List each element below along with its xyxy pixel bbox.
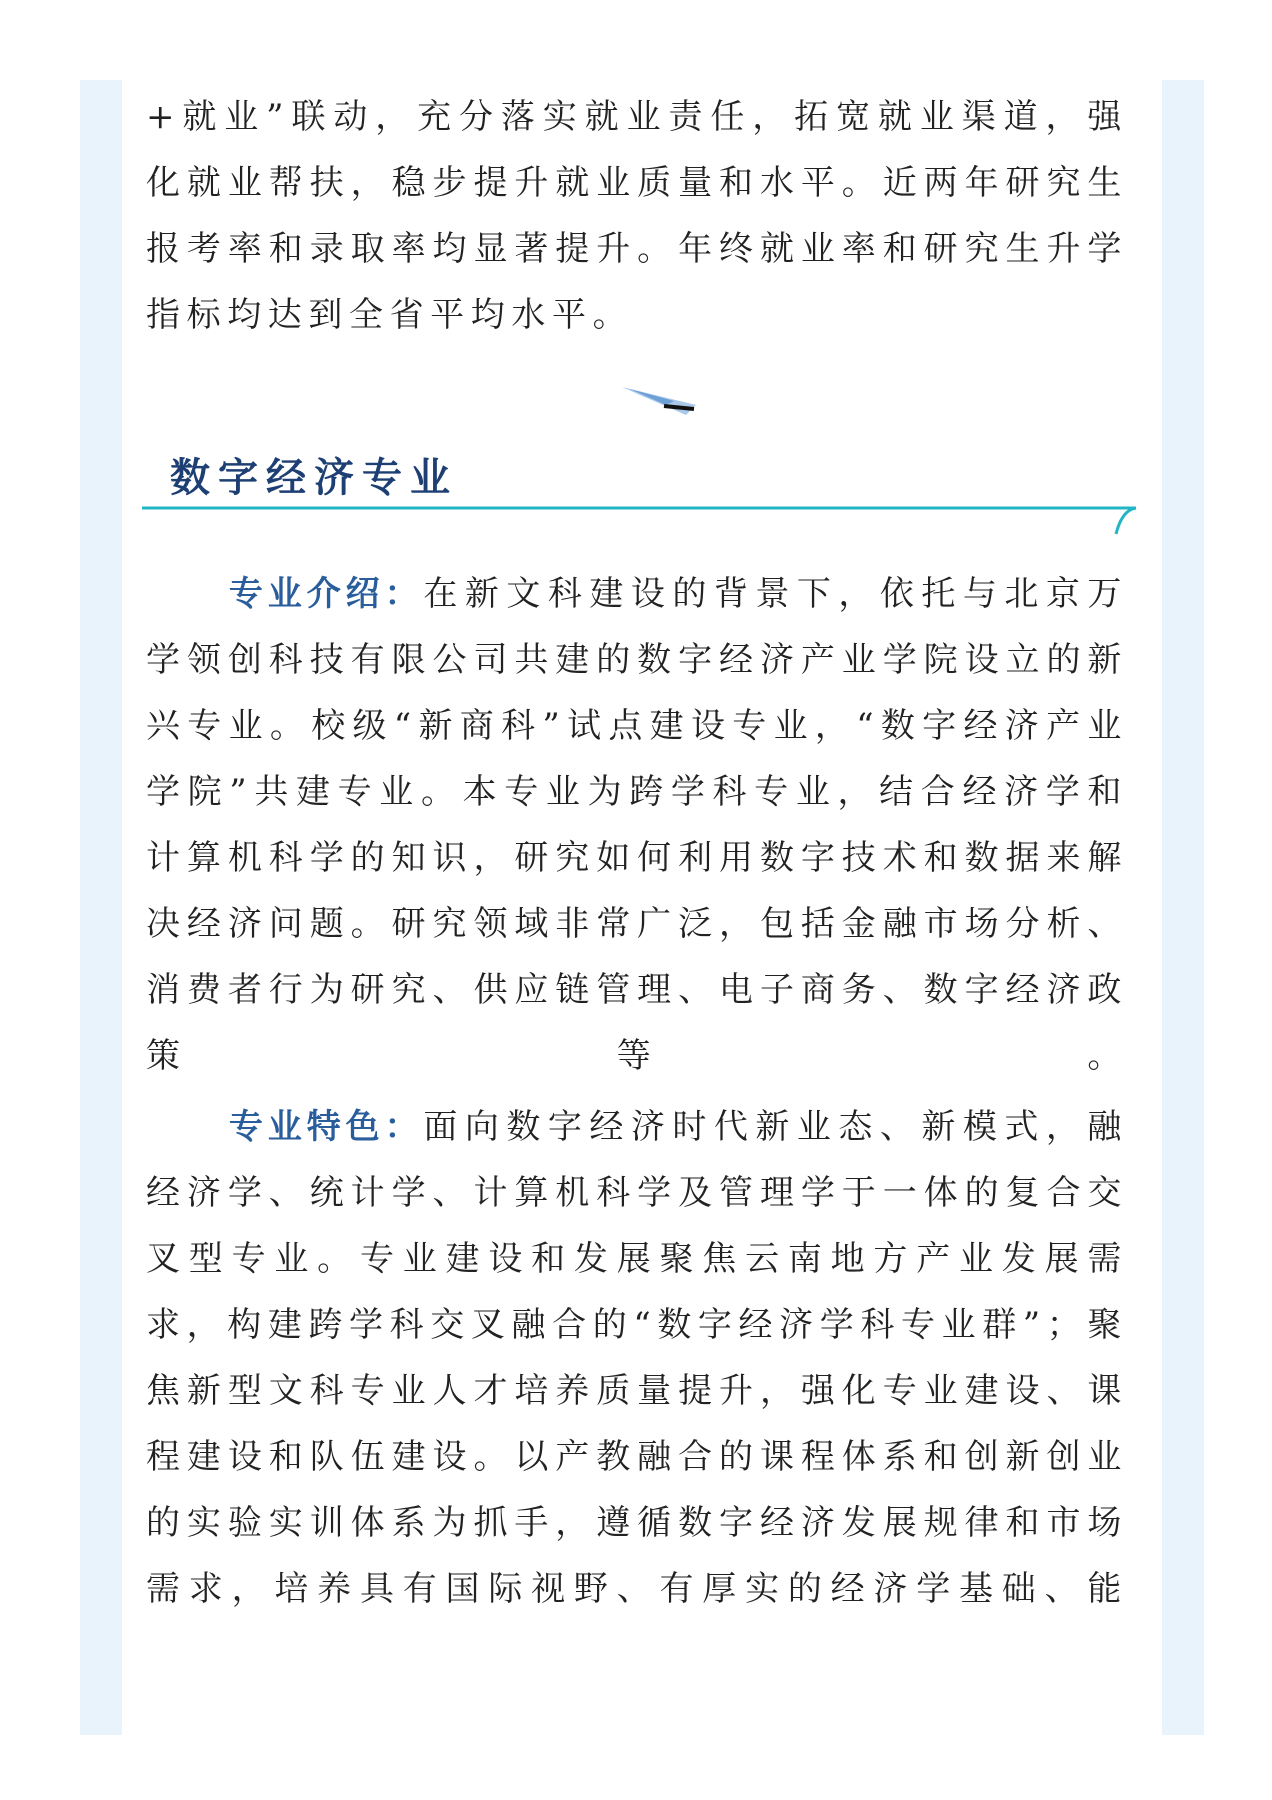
major-introduction — [146, 561, 1128, 1089]
major-features — [146, 1094, 1128, 1622]
major-introduction-label: 专业介绍： — [228, 574, 424, 614]
major-introduction-text: 在新文科建设的背景下，依托与北京万学领创科技有限公司共建的数字经济产业学院设立的新兴专业。校级“新商科”试点建设专业，“数字经济产业学院”共建专业。本专业为跨学科专业，结合经济学和计算机科学的知识，研究如何利用数字技术和数据来解决经济问题。研究领域非常广泛，包括金融市场分析、消费者行为研究、供应链管理、电子商务、数字经济政策等。 — [146, 574, 1129, 1076]
section-title-rule — [142, 500, 1140, 536]
left-margin-strip — [80, 80, 122, 1735]
major-features-text: 面向数字经济时代新业态、新模式，融经济学、统计学、计算机科学及管理学于一体的复合交叉型专业。专业建设和发展聚焦云南地方产业发展需求，构建跨学科交叉融合的“数字经济学科专业群”；聚焦新型文科专业人才培养质量提升，强化专业建设、课程建设和队伍建设。以产教融合的课程体系和创新创业的实验实训体系为抓手，遵循数字经济发展规律和市场需求，培养具有国际视野、有厚实的经济学基础、能 — [146, 1107, 1129, 1609]
major-features-label: 专业特色： — [228, 1107, 424, 1147]
pen-stroke-divider-icon — [622, 384, 698, 418]
section-title: 数字经济专业 — [170, 455, 458, 501]
intro-paragraph-end: +就业”联动，充分落实就业责任，拓宽就业渠道，强化就业帮扶，稳步提升就业质量和水平。近两年研究生报考率和录取率均显著提升。年终就业率和研究生升学指标均达到全省平均水平。 — [146, 97, 1128, 335]
right-margin-strip — [1162, 80, 1204, 1735]
